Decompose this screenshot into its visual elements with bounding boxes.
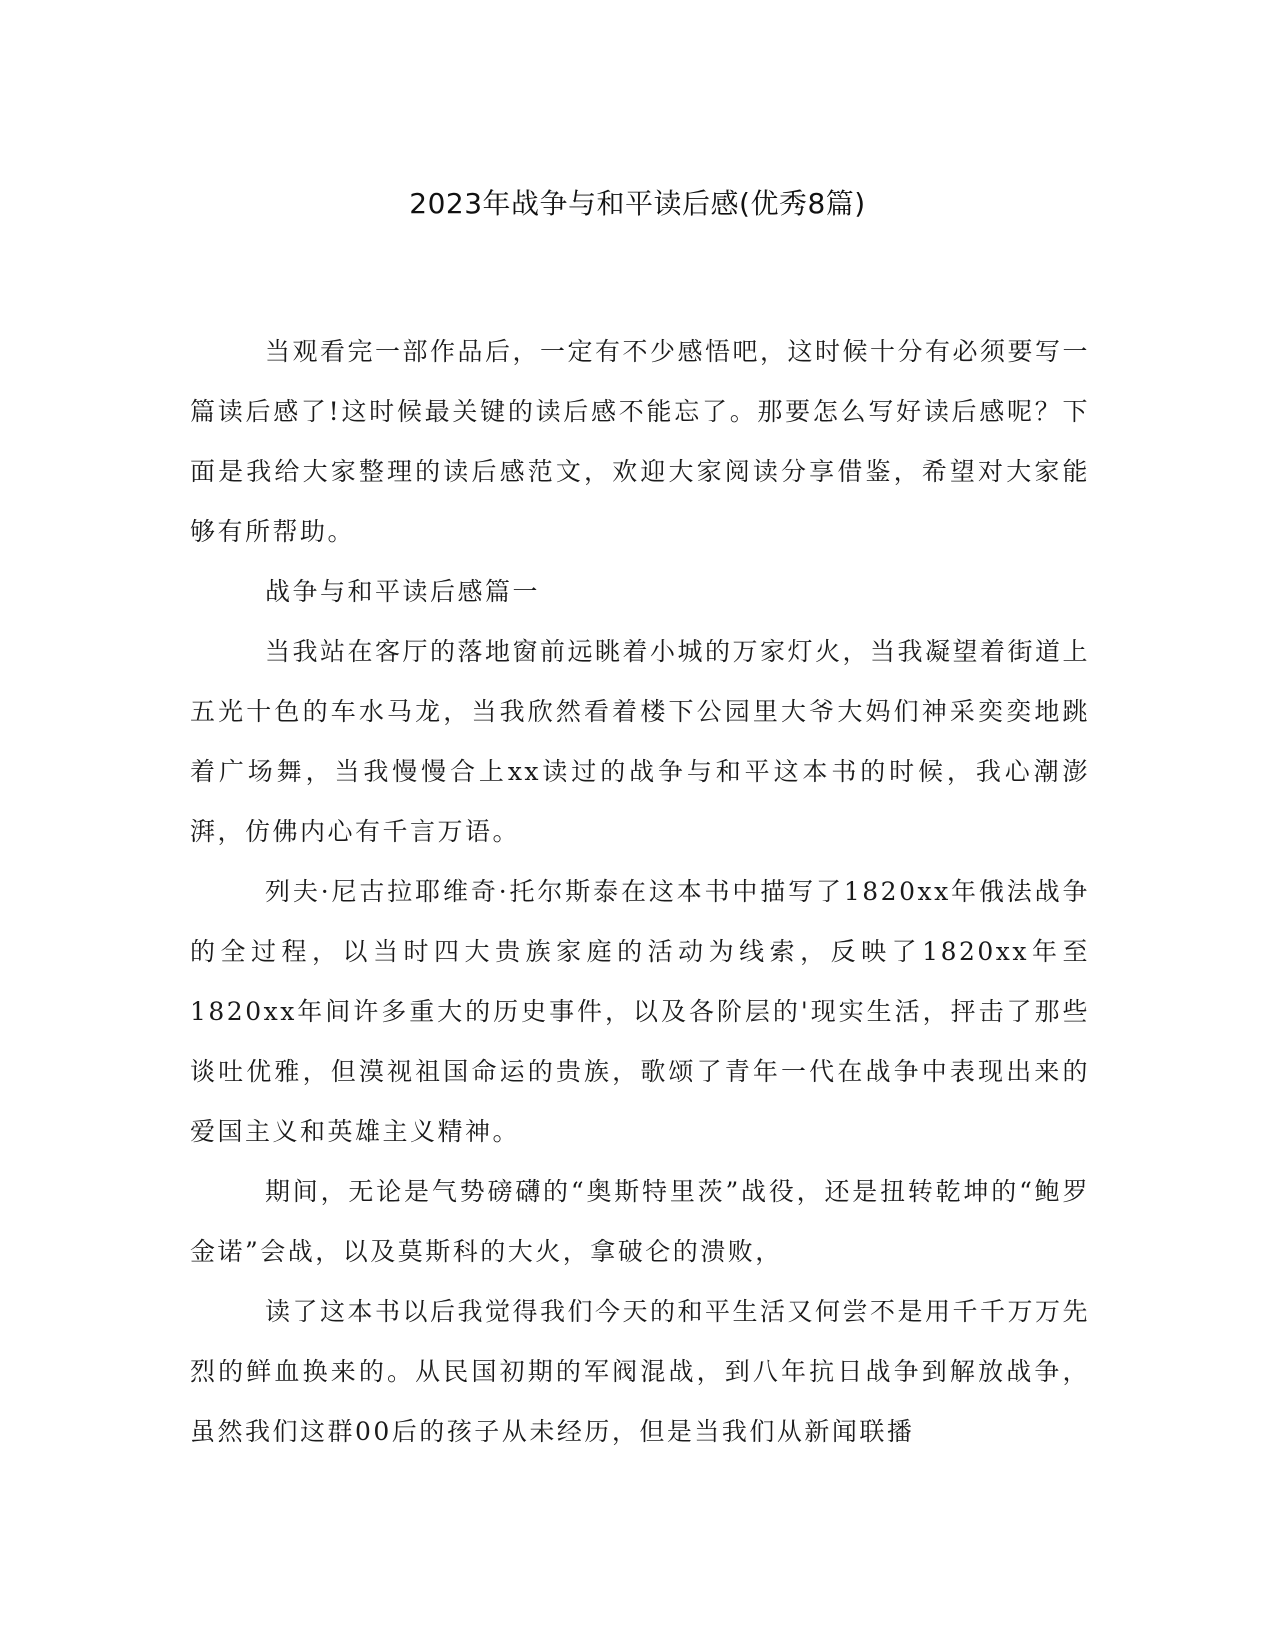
- document-body: [190, 322, 1090, 1462]
- document-title: 2023年战争与和平读后感(优秀8篇): [409, 187, 866, 220]
- body-paragraph: 期间，无论是气势磅礴的“奥斯特里茨”战役，还是扭转乾坤的“鲍罗金诺”会战，以及莫斯科的大火，拿破仑的溃败，: [190, 1177, 1090, 1266]
- body-paragraph: 读了这本书以后我觉得我们今天的和平生活又何尝不是用千千万万先烈的鲜血换来的。从民国初期的军阀混战，到八年抗日战争到解放战争，虽然我们这群00后的孩子从未经历，但是当我们从新闻联播: [190, 1297, 1091, 1446]
- body-paragraph: 当我站在客厅的落地窗前远眺着小城的万家灯火，当我凝望着街道上五光十色的车水马龙，当我欣然看着楼下公园里大爷大妈们神采奕奕地跳着广场舞，当我慢慢合上xx读过的战争与和平这本书的时候，我心潮澎湃，仿佛内心有千言万语。: [190, 637, 1091, 846]
- section-heading: 战争与和平读后感篇一: [265, 577, 541, 606]
- body-paragraph: 列夫·尼古拉耶维奇·托尔斯泰在这本书中描写了1820xx年俄法战争的全过程，以当时四大贵族家庭的活动为线索，反映了1820xx年至1820xx年间许多重大的历史事件，以及各阶层的'现实生活，抨击了那些谈吐优雅，但漠视祖国命运的贵族，歌颂了青年一代在战争中表现出来的爱国主义和英雄主义精神。: [190, 877, 1090, 1146]
- intro-paragraph: 当观看完一部作品后，一定有不少感悟吧，这时候十分有必须要写一篇读后感了!这时候最关键的读后感不能忘了。那要怎么写好读后感呢？下面是我给大家整理的读后感范文，欢迎大家阅读分享借鉴，希望对大家能够有所帮助。: [190, 337, 1091, 546]
